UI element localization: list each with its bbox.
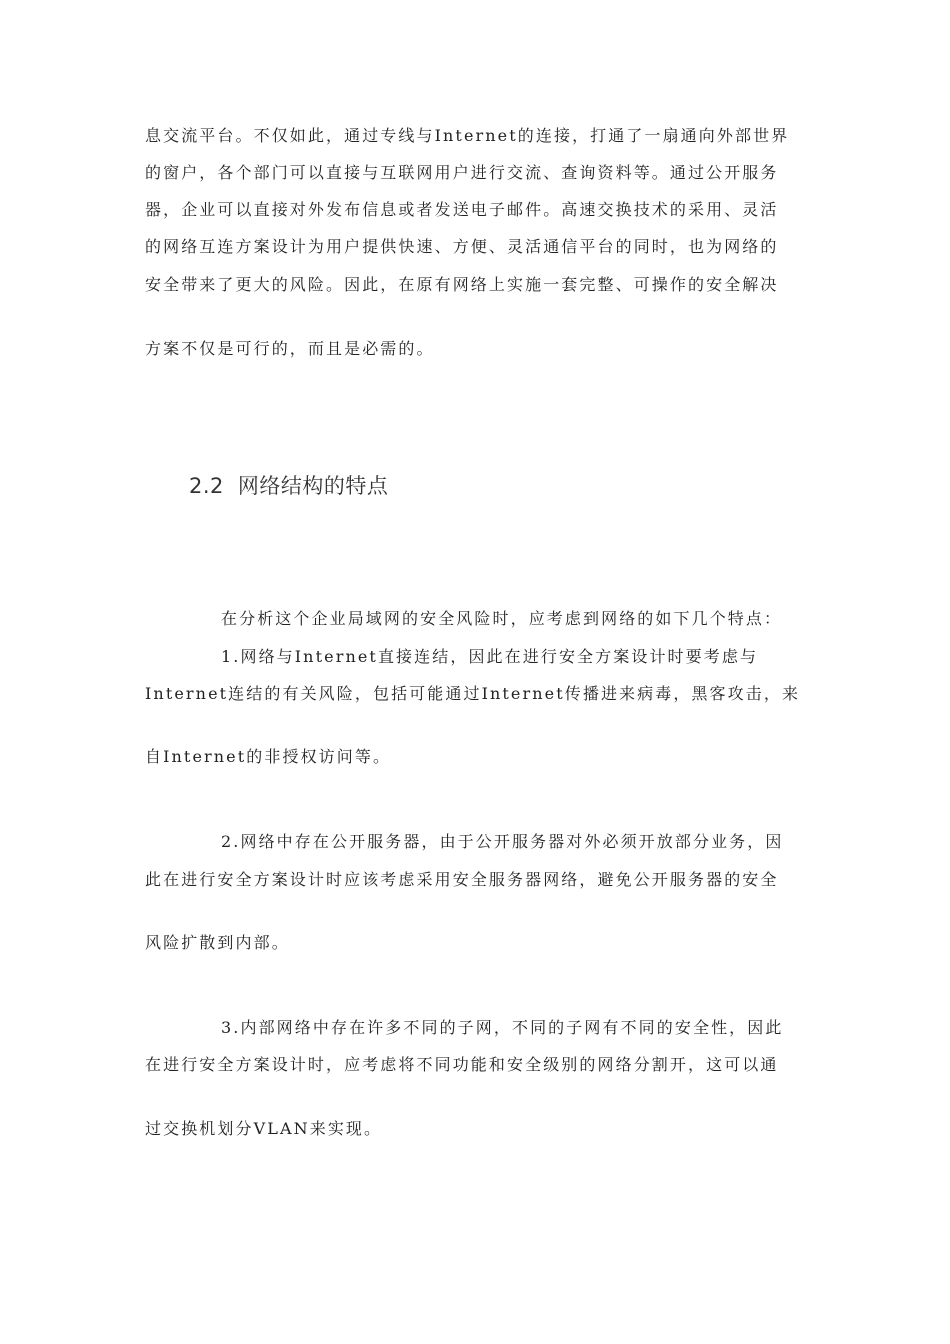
section-title: 网络结构的特点 bbox=[237, 474, 389, 498]
paragraph-line: 的窗户，各个部门可以直接与互联网用户进行交流、查询资料等。通过公开服务 bbox=[145, 163, 779, 182]
paragraph-line: 自Internet的非授权访问等。 bbox=[145, 747, 392, 766]
paragraph-line: 1.网络与Internet直接连结，因此在进行安全方案设计时要考虑与 bbox=[221, 647, 759, 666]
paragraph-line: 方案不仅是可行的，而且是必需的。 bbox=[145, 339, 435, 358]
paragraph-line: Internet连结的有关风险，包括可能通过Internet传播进来病毒，黑客攻击，来 bbox=[145, 684, 801, 703]
paragraph-line: 过交换机划分VLAN来实现。 bbox=[145, 1119, 383, 1138]
lead-line: 在分析这个企业局域网的安全风险时，应考虑到网络的如下几个特点： bbox=[221, 609, 783, 628]
paragraph-line: 安全带来了更大的风险。因此，在原有网络上实施一套完整、可操作的安全解决 bbox=[145, 275, 779, 294]
paragraph-line: 器，企业可以直接对外发布信息或者发送电子邮件。高速交换技术的采用、灵活 bbox=[145, 200, 779, 219]
section-heading bbox=[189, 470, 388, 500]
paragraph-line: 2.网络中存在公开服务器，由于公开服务器对外必须开放部分业务，因 bbox=[221, 832, 784, 851]
paragraph-line: 风险扩散到内部。 bbox=[145, 933, 290, 952]
paragraph-line: 3.内部网络中存在许多不同的子网，不同的子网有不同的安全性，因此 bbox=[221, 1018, 784, 1037]
paragraph-line: 在进行安全方案设计时，应考虑将不同功能和安全级别的网络分割开，这可以通 bbox=[145, 1055, 779, 1074]
section-number: 2.2 bbox=[189, 474, 224, 498]
paragraph-line: 此在进行安全方案设计时应该考虑采用安全服务器网络，避免公开服务器的安全 bbox=[145, 870, 779, 889]
paragraph-line: 息交流平台。不仅如此，通过专线与Internet的连接，打通了一扇通向外部世界 bbox=[145, 126, 790, 145]
paragraph-line: 的网络互连方案设计为用户提供快速、方便、灵活通信平台的同时，也为网络的 bbox=[145, 237, 779, 256]
